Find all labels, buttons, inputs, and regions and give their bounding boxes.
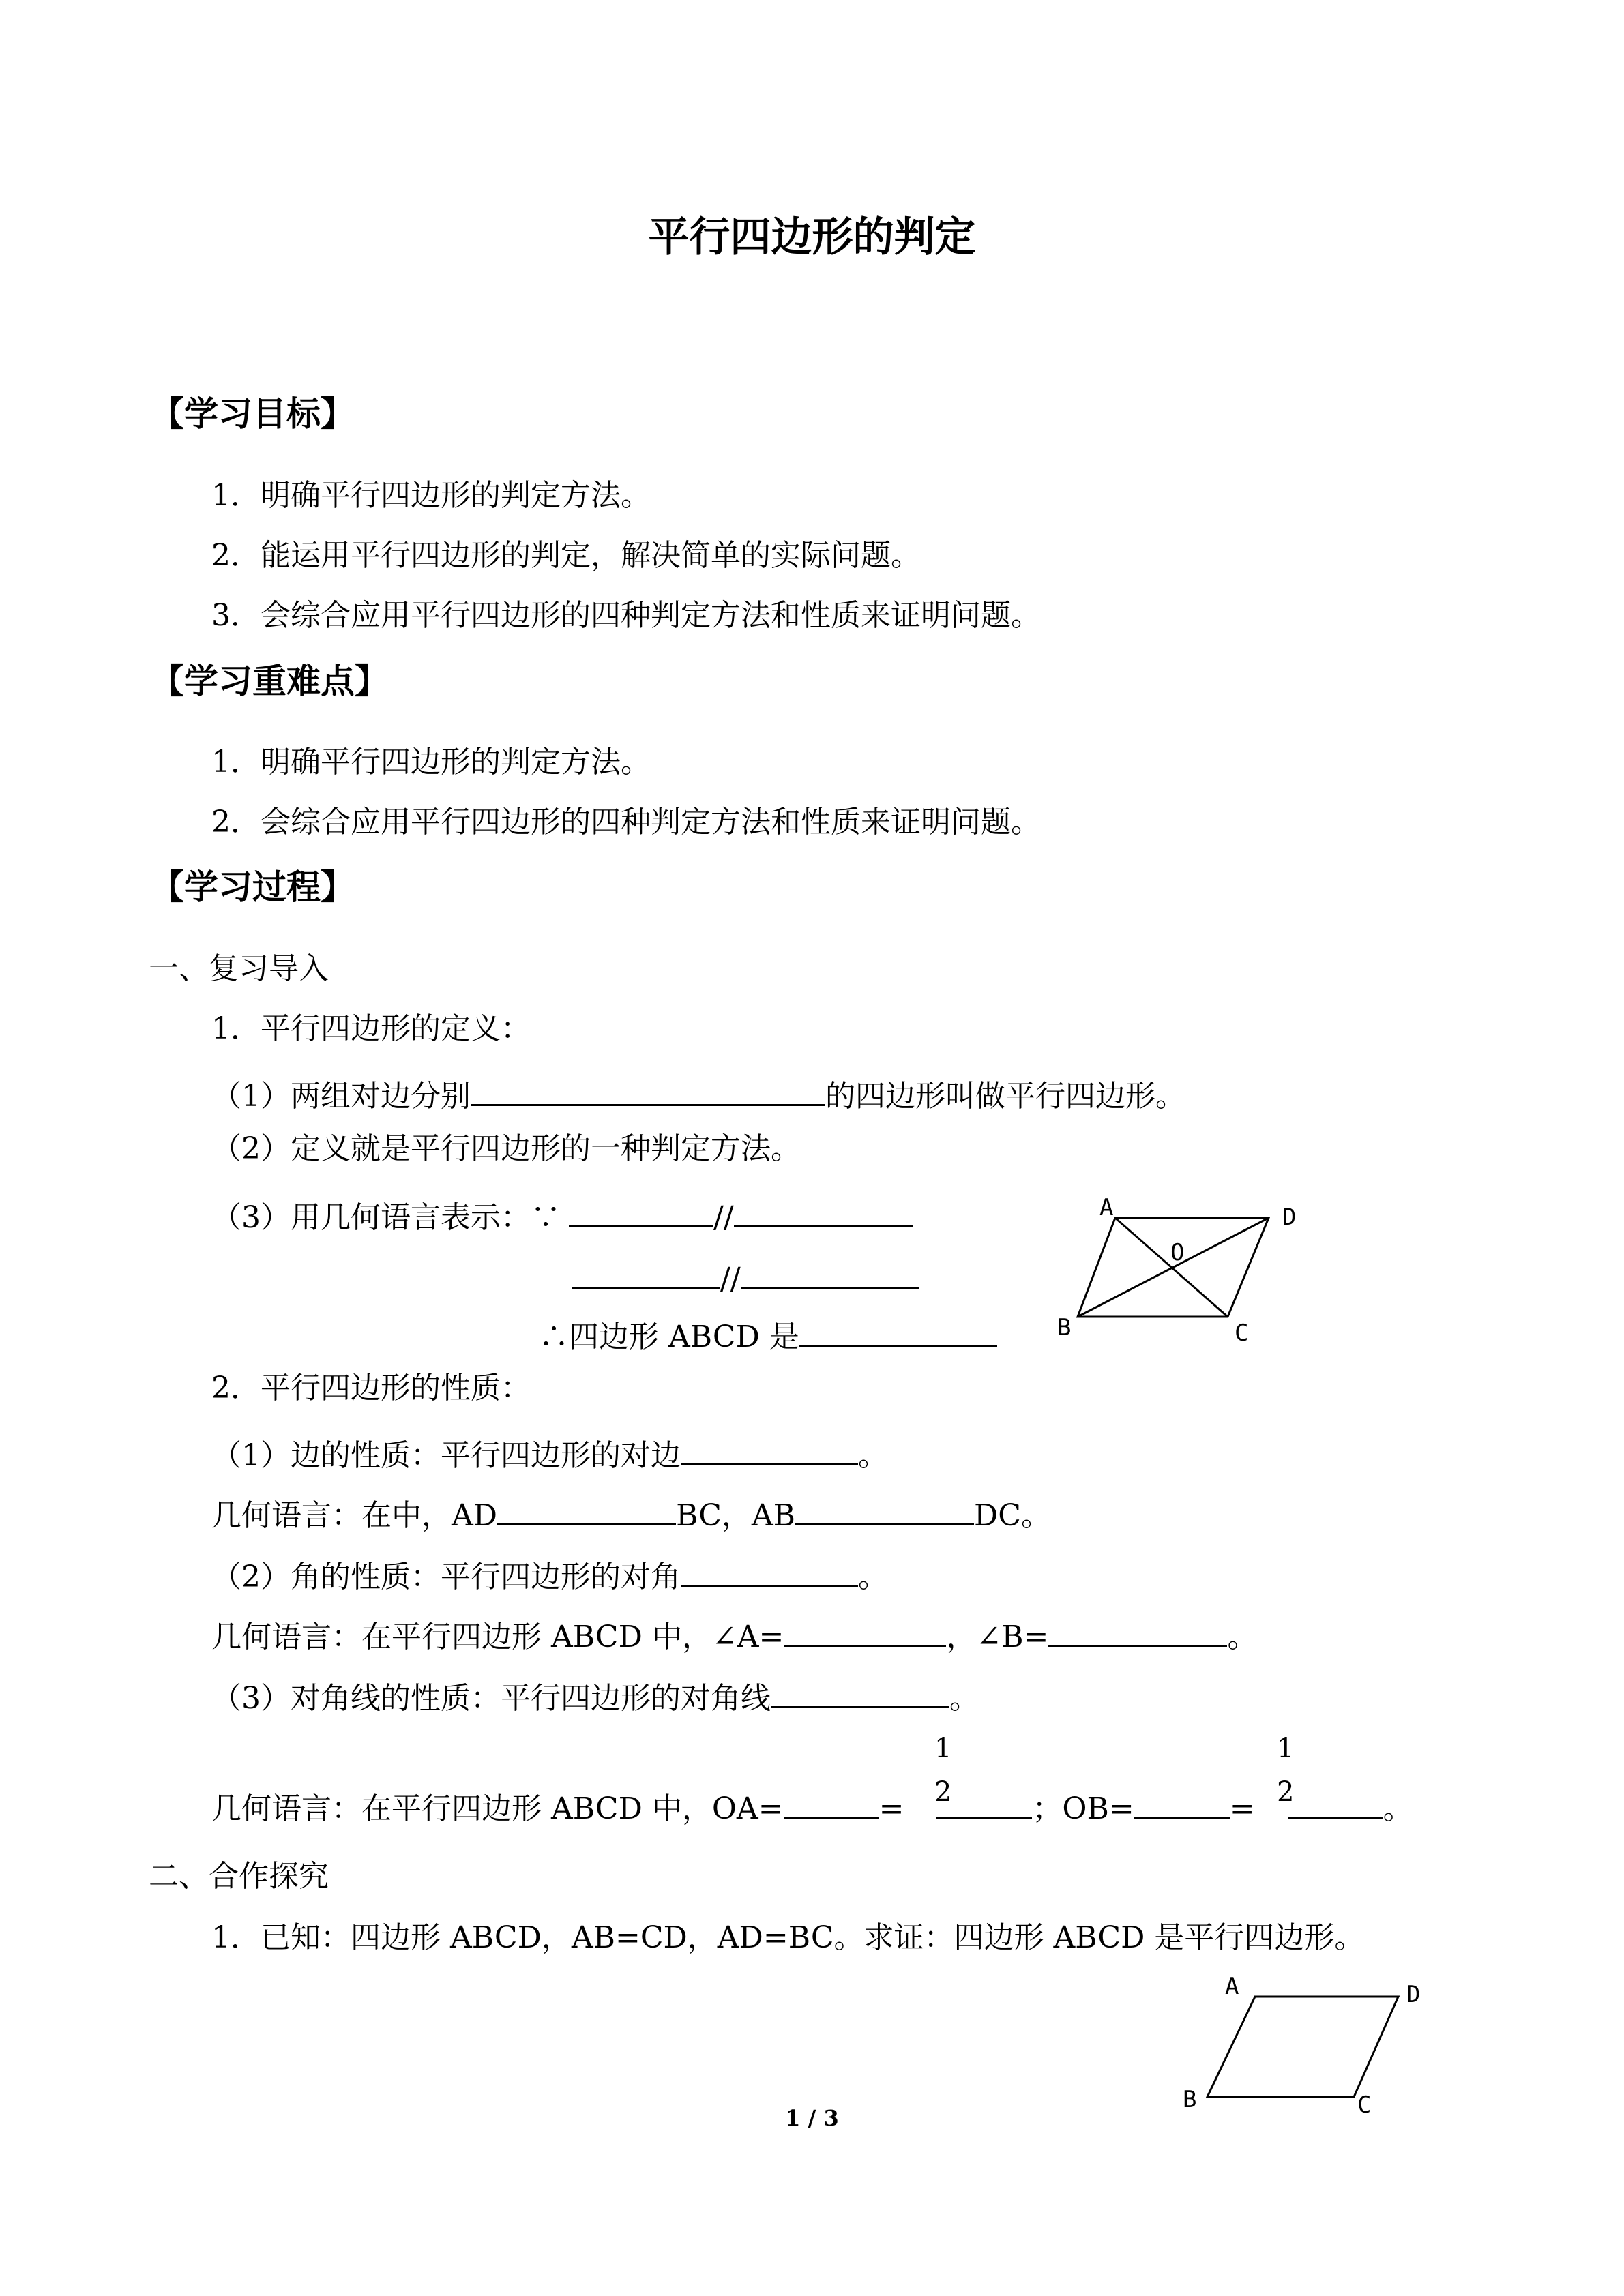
side-property: （1）边的性质：平行四边形的对边 。 (211, 1433, 888, 1471)
center-label-o: O (1170, 1239, 1185, 1266)
parallel-blank-2a[interactable] (572, 1257, 720, 1289)
angle-property-blank[interactable] (681, 1555, 858, 1587)
diagonal-property: （3）对角线的性质：平行四边形的对角线 。 (211, 1676, 979, 1714)
key-item-1: 1．明确平行四边形的判定方法。 (211, 745, 651, 779)
vertex-label-a: A (1099, 1194, 1114, 1221)
ob-blank-2[interactable] (1288, 1787, 1383, 1819)
side-property-blank[interactable] (681, 1433, 858, 1465)
review-heading: 一、复习导入 (149, 951, 329, 986)
vertex-label-b: B (1057, 1314, 1072, 1341)
definition-line-2: （2）定义就是平行四边形的一种判定方法。 (211, 1131, 801, 1166)
page-number: 1 / 3 (785, 2105, 839, 2131)
geo-language-line-1: （3）用几何语言表示：∵ // (211, 1195, 913, 1233)
goal-item-3: 3．会综合应用平行四边形的四种判定方法和性质来证明问题。 (211, 598, 1041, 633)
page-title: 平行四边形的判定 (648, 213, 976, 261)
vertex-label-d: D (1282, 1204, 1297, 1231)
parallel-blank-1a[interactable] (569, 1195, 713, 1227)
geo-language-line-2: // (572, 1257, 919, 1294)
parallelogram-figure-with-diagonals (1044, 1192, 1316, 1356)
explore-heading: 二、合作探究 (149, 1859, 329, 1894)
side-geo-blank-1[interactable] (497, 1493, 676, 1525)
diagonal-bd (1078, 1218, 1269, 1317)
diagonal-property-blank[interactable] (771, 1676, 949, 1708)
goal-item-2: 2．能运用平行四边形的判定，解决简单的实际问题。 (211, 538, 921, 573)
conclusion-blank[interactable] (799, 1315, 997, 1347)
vertex-label-c: C (1235, 1320, 1249, 1347)
vertex-label-b: B (1183, 2086, 1197, 2113)
problem-1: 1．已知：四边形 ABCD，AB=CD，AD=BC。求证：四边形 ABCD 是平行四边形。 (211, 1920, 1365, 1955)
fraction-2-numerator: 1 (1277, 1733, 1295, 1764)
diagonal-geo-language: 几何语言：在平行四边形 ABCD 中，OA= = ；OB= = 。 (211, 1787, 1413, 1824)
goals-heading: 【学习目标】 (150, 394, 355, 434)
fraction-1-denominator: 2 (934, 1776, 952, 1808)
side-geo-language: 几何语言：在中，AD BC，AB DC。 (211, 1493, 1051, 1531)
angle-a-blank[interactable] (784, 1615, 946, 1647)
vertex-label-d: D (1406, 1981, 1421, 2008)
angle-property: （2）角的性质：平行四边形的对角 。 (211, 1555, 888, 1592)
goal-item-1: 1．明确平行四边形的判定方法。 (211, 478, 651, 513)
oa-blank-1[interactable] (784, 1787, 879, 1819)
process-heading: 【学习过程】 (150, 867, 355, 907)
parallel-blank-2b[interactable] (741, 1257, 919, 1289)
parallel-blank-1b[interactable] (734, 1195, 913, 1227)
key-item-2: 2．会综合应用平行四边形的四种判定方法和性质来证明问题。 (211, 805, 1041, 839)
oa-blank-2[interactable] (936, 1787, 1032, 1819)
definition-item: 1．平行四边形的定义： (211, 1011, 531, 1046)
fraction-2-denominator: 2 (1277, 1776, 1295, 1808)
vertex-label-a: A (1225, 1973, 1239, 2000)
ob-blank-1[interactable] (1134, 1787, 1230, 1819)
side-geo-blank-2[interactable] (795, 1493, 974, 1525)
key-heading: 【学习重难点】 (150, 661, 389, 701)
fraction-1-numerator: 1 (934, 1733, 952, 1764)
parallelogram-outline-2 (1207, 1997, 1398, 2097)
definition-blank[interactable] (471, 1074, 825, 1106)
definition-line-1: （1）两组对边分别 的四边形叫做平行四边形。 (211, 1074, 1185, 1112)
properties-item: 2．平行四边形的性质： (211, 1371, 531, 1405)
vertex-label-c: C (1357, 2091, 1372, 2119)
geo-language-conclusion: ∴四边形 ABCD 是 (539, 1315, 997, 1352)
angle-geo-language: 几何语言：在平行四边形 ABCD 中，∠A= ，∠B= 。 (211, 1615, 1257, 1652)
angle-b-blank[interactable] (1048, 1615, 1227, 1647)
